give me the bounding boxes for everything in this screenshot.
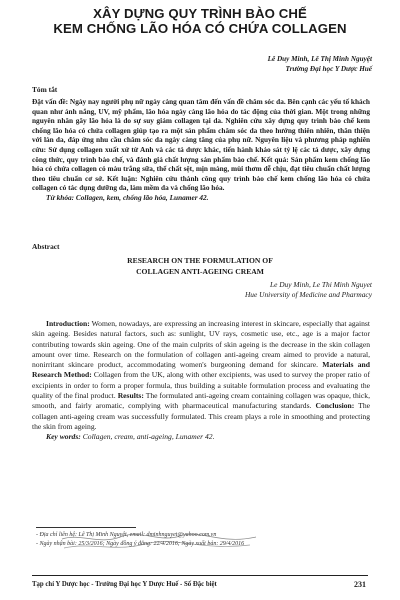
vietnamese-author-block xyxy=(268,54,372,74)
vn-lead-methods: Nguyên liệu và phương pháp nghiên cứu: xyxy=(32,135,370,154)
english-title-line-2: COLLAGEN ANTI-AGEING CREAM xyxy=(136,267,264,276)
en-text-intro: Women, nowadays, are expressing an increasing interest in skincare, especially that against skin ageing. Besides natural factors, such as: sunlight, UV rays, cosmetic use, etc., age is a major factor contributing towards skin ageing. One of the main culprits of skin ageing is the decrease in the skin collagen amount over time. Research on the formulation of collagen anti-ageing cream aimed to provide a natural, nonirritant skincare product, accommodating women's burgeoning demand for skincare. xyxy=(32,319,370,370)
abstract-heading: Abstract xyxy=(32,242,60,251)
en-lead-methods: Materials and Research Method: xyxy=(32,360,370,380)
summary-heading: Tóm tắt xyxy=(32,85,58,94)
english-abstract-paragraph xyxy=(32,319,370,432)
vietnamese-authors: Lê Duy Minh, Lê Thị Minh Nguyệt xyxy=(267,55,372,63)
vn-lead-conclusion: Kết luận: xyxy=(106,173,138,183)
vn-text-conclusion: Nghiên cứu thành công quy trình bào chế kem chống lão hóa có chứa collagen có tác dụng dưỡng da, làm mềm da và chống lão hóa. xyxy=(32,173,371,193)
vn-keywords-text: Collagen, kem, chống lão hóa, Lunamer 42. xyxy=(74,192,209,202)
en-lead-intro: Introduction: xyxy=(46,319,90,328)
en-text-results: The formulated anti-ageing cream containing collagen was opaque, thick, smooth, and fairly aromatic, complying with pharmaceutical manufacturing standards. xyxy=(32,391,370,411)
english-abstract xyxy=(32,319,370,443)
vn-text-intro: Ngày nay người phụ nữ ngày càng quan tâm đến vấn đề chăm sóc da. Bên cạnh các yếu tố khách quan như ánh nắng, UV, mỹ phẩm, lão hóa ngày càng lão hóa do tác động của thời gian. Một trong những nguyên nhân gây lão hóa là do sự suy giảm collagen tại da. Nghiên cứu xây dựng quy trình bào chế kem chống lão hóa có chứa collagen giúp tạo ra một sản phẩm chăm sóc da theo hướng thiên nhiên, thân thiện với làn da, đáp ứng nhu cầu chăm sóc da ngày càng tăng của phụ nữ. xyxy=(32,97,370,145)
vn-keywords xyxy=(32,193,370,203)
english-affiliation: Hue University of Medicine and Pharmacy xyxy=(244,290,372,299)
page-number: 231 xyxy=(354,580,366,589)
footnote-divider xyxy=(36,527,136,528)
footnote-contact: - Địa chỉ liên hệ: Lê Thị Minh Nguyệt, email: dminhnguyet@yahoo.com.vn xyxy=(36,532,217,538)
vn-lead-results: Kết quả: xyxy=(261,154,289,164)
en-lead-conclusion: Conclusion: xyxy=(315,401,355,411)
vn-keywords-label: Từ khóa: xyxy=(46,192,75,202)
title-line-2: KEM CHỐNG LÃO HÓA CÓ CHỨA COLLAGEN xyxy=(53,21,347,36)
vn-text-methods: Sử dụng collagen xuất xứ từ Anh và các tá dược khác, tiến hành khảo sát tỷ lệ các tá dược, xây dựng công thức, quy trình bào chế, và đánh giá chất lượng sản phẩm bào chế. xyxy=(32,144,370,164)
en-lead-results: Results: xyxy=(117,391,144,401)
en-keywords-text: Collagen, cream, anti-ageing, Lunamer 42. xyxy=(80,432,215,442)
en-text-methods: Collagen from the UK, along with other excipients, was used to survey the proper ratio of excipients in order to form a proper formula, thus building a suitable formulation process and evaluating the quality of the final product. xyxy=(32,370,371,401)
en-keywords xyxy=(32,432,370,442)
en-keywords-label: Key words: xyxy=(46,432,81,442)
english-authors: Le Duy Minh, Le Thi Minh Nguyet xyxy=(269,280,372,289)
title-line-1: XÂY DỰNG QUY TRÌNH BÀO CHẾ xyxy=(93,6,307,21)
english-author-block xyxy=(245,280,372,300)
footer-divider xyxy=(32,575,368,576)
footnote-dates: - Ngày nhận bài: 25/3/2016; Ngày đồng ý đăng: 22/4/2016; Ngày xuất bản: 29/4/2016 xyxy=(36,541,245,547)
vietnamese-affiliation: Trường Đại học Y Dược Huế xyxy=(285,65,372,73)
vn-lead-intro: Đặt vấn đề: xyxy=(32,97,69,106)
vietnamese-abstract xyxy=(32,97,370,203)
en-text-conclusion: The collagen anti-ageing cream was successfully formulated. This cream plays a role in smoothing and protecting the skin from ageing. xyxy=(32,401,370,431)
english-title xyxy=(30,255,370,277)
journal-footer: Tạp chí Y Dược học - Trường Đại học Y Dược Huế - Số Đặc biệt xyxy=(32,581,217,588)
handwritten-scribble-overlay xyxy=(60,531,260,553)
paper-title xyxy=(20,6,380,36)
english-title-line-1: RESEARCH ON THE FORMULATION OF xyxy=(127,256,273,265)
vn-text-results: Sản phẩm kem chống lão hóa có chứa collagen có màu trắng sữa, thể chất sệt, mịn màng, mùi thơm dễ chịu, đạt tiêu chuẩn chất lượng theo tiêu chuẩn cơ sở. xyxy=(32,154,370,183)
